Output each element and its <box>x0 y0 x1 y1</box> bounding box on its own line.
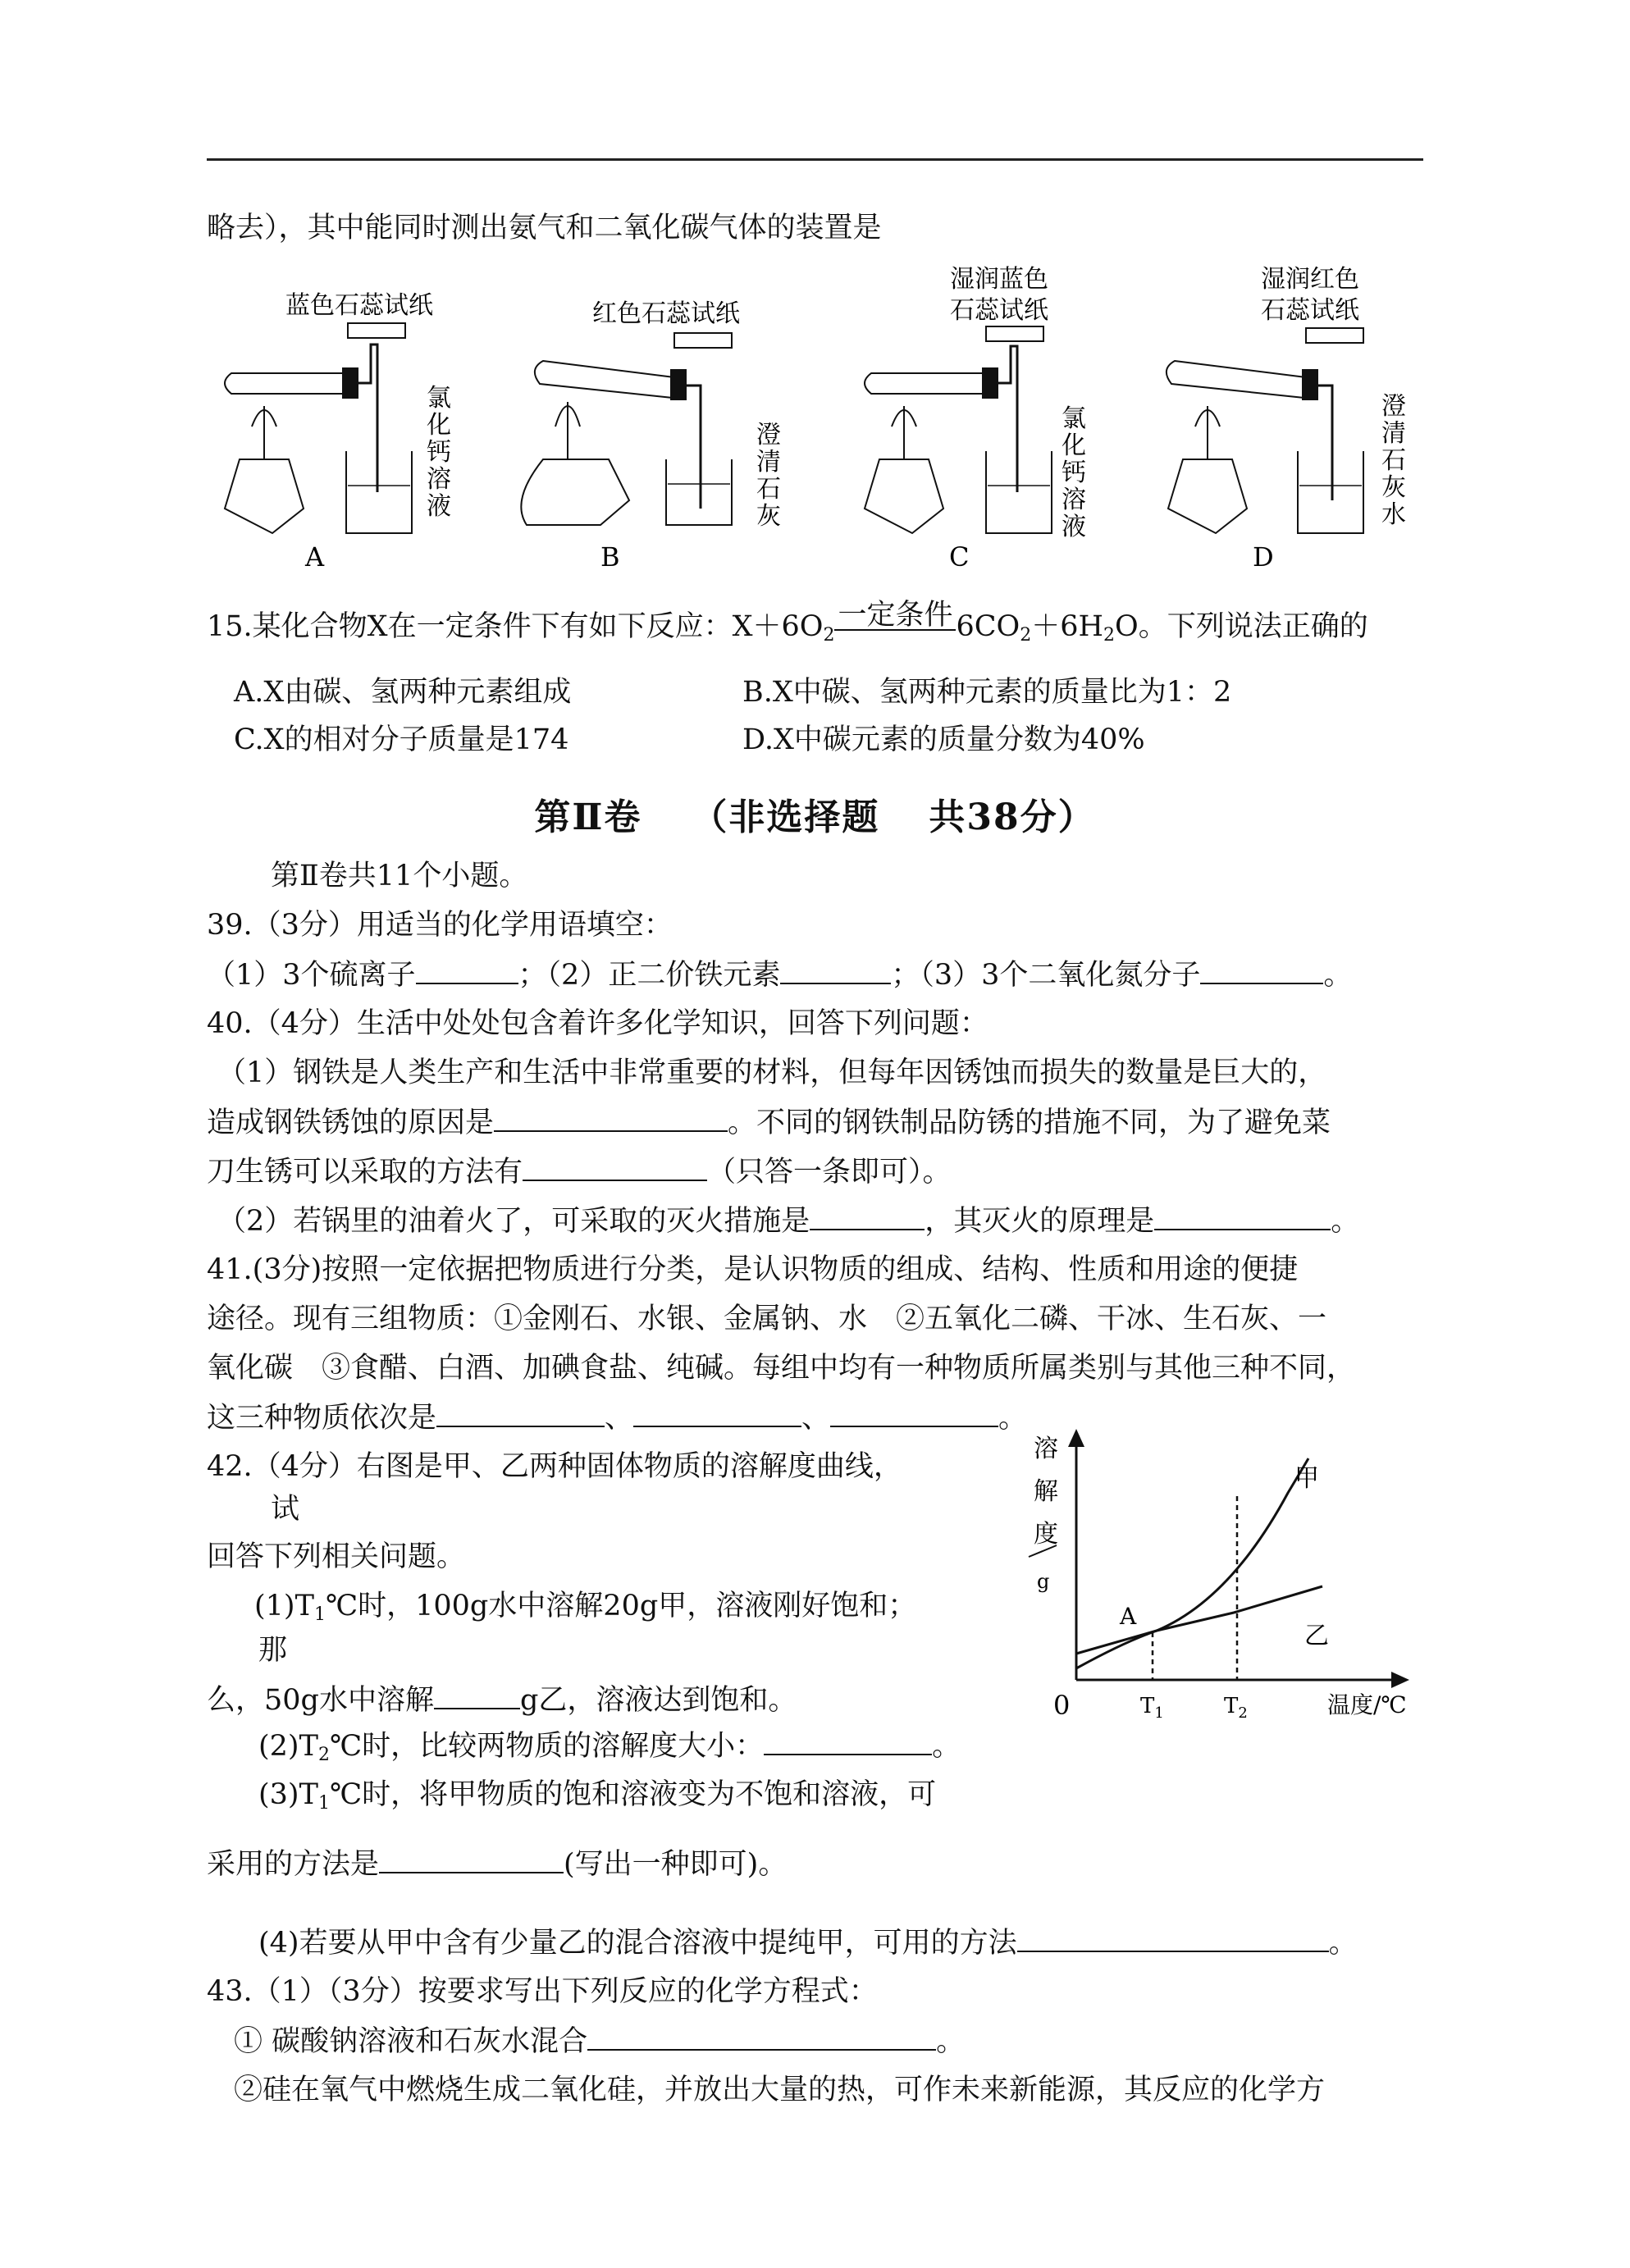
curve-yi <box>1076 1586 1322 1654</box>
question-40-line-4: （2）若锅里的油着火了，可采取的灭火措施是 ，其灭火的原理是 。 <box>217 1202 1359 1239</box>
q15-option-c: C.X的相对分子质量是174 <box>234 723 569 756</box>
y-axis-arrow <box>1068 1429 1084 1447</box>
apparatus-a-liquid-4: 溶 <box>427 465 451 494</box>
test-tube-a <box>225 373 346 394</box>
apparatus-d-liquid-4: 灰 <box>1381 473 1406 502</box>
question-41-line-1: 41.(3分)按照一定依据把物质进行分类，是认识物质的组成、结构、性质和用途的便捷 <box>207 1253 1299 1286</box>
beaker-b <box>666 459 732 525</box>
answer-blank[interactable] <box>810 1202 925 1230</box>
question-42-item-3: $(3)T_1℃$时，将甲物质的饱和溶液变为不饱和溶液，可 <box>258 1778 937 1814</box>
answer-blank[interactable] <box>780 956 891 984</box>
answer-blank[interactable] <box>436 1399 605 1427</box>
reaction-condition: 一定条件 <box>834 601 956 631</box>
t2-label: $T_2$ <box>1224 1694 1248 1722</box>
curve-yi-label: 乙 <box>1304 1622 1329 1650</box>
question-42-item-1: $(1)T_1℃$时，100g水中溶解20g甲，溶液刚好饱和； <box>254 1590 917 1625</box>
question-42-item-2: $(2)T_2℃$时，比较两物质的溶解度大小： 。 <box>258 1727 961 1773</box>
answer-blank[interactable] <box>1154 1202 1331 1230</box>
x-axis-arrow <box>1391 1672 1409 1688</box>
question-42-line-1: 42.（4分）右图是甲、乙两种固体物质的溶解度曲线， <box>207 1450 902 1483</box>
apparatus-b-liquid-3: 石 <box>756 475 781 504</box>
answer-blank[interactable] <box>830 1399 998 1427</box>
alcohol-lamp-c <box>865 459 943 533</box>
question-15-stem: 15.某化合物X在一定条件下有如下反应：$X+6O_2$一定条件 $6CO_2+6H_2O$。下列说法正确的 <box>207 599 1368 646</box>
question-40-line-3: 刀生锈可以采取的方法有 （只答一条即可）。 <box>207 1153 952 1190</box>
apparatus-c-liquid-4: 溶 <box>1062 486 1086 514</box>
apparatus-figure <box>207 262 1421 591</box>
solubility-chart <box>1017 1427 1444 1731</box>
litmus-paper-b <box>674 333 732 348</box>
apparatus-c-liquid-1: 氯 <box>1062 404 1086 433</box>
question-42-item-4: (4)若要从甲中含有少量乙的混合溶液中提纯甲，可用的方法 。 <box>258 1924 1358 1961</box>
apparatus-c-liquid-2: 化 <box>1062 431 1086 460</box>
answer-blank[interactable] <box>1017 1924 1329 1952</box>
apparatus-d-letter: D <box>1253 541 1274 573</box>
beaker-d <box>1298 451 1363 533</box>
litmus-paper-d <box>1306 328 1363 343</box>
apparatus-b-liquid-4: 灰 <box>756 502 781 531</box>
apparatus-d-paper-label-1: 湿润红色 <box>1261 265 1359 294</box>
apparatus-b <box>521 299 781 573</box>
y-label-unit: g <box>1037 1570 1050 1593</box>
x-axis-label: 温度/℃ <box>1327 1691 1407 1718</box>
answer-blank[interactable] <box>494 1104 728 1132</box>
answer-blank[interactable] <box>416 956 518 984</box>
answer-blank[interactable] <box>764 1727 932 1755</box>
answer-blank[interactable] <box>1200 956 1323 984</box>
question-14-tail: 略去），其中能同时测出氨气和二氧化碳气体的装置是 <box>207 212 882 244</box>
section-title: 第Ⅱ卷 （非选择题 共38分） <box>534 796 1096 838</box>
apparatus-b-liquid-1: 澄 <box>756 421 781 449</box>
question-40-line-1: （1）钢铁是人类生产和生活中非常重要的材料，但每年因锈蚀而损失的数量是巨大的， <box>217 1056 1327 1089</box>
question-39-stem: 39.（3分）用适当的化学用语填空： <box>207 909 673 942</box>
apparatus-a-liquid-5: 液 <box>427 492 451 521</box>
y-label-char-3: 度 <box>1034 1520 1058 1549</box>
q15-option-b: B.X中碳、氢两种元素的质量比为1：2 <box>742 676 1232 709</box>
litmus-paper-a <box>348 323 405 338</box>
apparatus-c-letter: C <box>949 541 970 573</box>
question-43-item-2: ②硅在氧气中燃烧生成二氧化硅，并放出大量的热，可作未来新能源，其反应的化学方 <box>234 2074 1326 2106</box>
question-40-line-2: 造成钢铁锈蚀的原因是 。不同的钢铁制品防锈的措施不同，为了避免菜 <box>207 1104 1331 1141</box>
beaker-a <box>346 451 412 533</box>
q15-option-a: A.X由碳、氢两种元素组成 <box>234 676 572 709</box>
apparatus-b-liquid-2: 清 <box>756 448 781 477</box>
apparatus-a-paper-label-1: 蓝色石蕊试纸 <box>285 291 433 320</box>
test-tube-b <box>535 361 674 398</box>
question-42-line-2: 回答下列相关问题。 <box>207 1540 466 1573</box>
y-label-char-2: 解 <box>1034 1477 1058 1506</box>
question-43-stem: 43.（1）（3分）按要求写出下列反应的化学方程式： <box>207 1975 878 2008</box>
apparatus-c-liquid-3: 钙 <box>1062 459 1086 487</box>
apparatus-d-liquid-2: 清 <box>1381 419 1406 448</box>
section-note: 第Ⅱ卷共11个小题。 <box>271 860 528 892</box>
beaker-c <box>986 451 1052 533</box>
point-a-label: A <box>1120 1603 1137 1630</box>
apparatus-a-liquid-3: 钙 <box>427 438 451 467</box>
answer-blank[interactable] <box>379 1846 564 1873</box>
apparatus-d-liquid-5: 水 <box>1381 500 1406 529</box>
apparatus-a-letter: A <box>305 541 325 573</box>
question-40-stem: 40.（4分）生活中处处包含着许多化学知识，回答下列问题： <box>207 1007 989 1040</box>
apparatus-b-letter: B <box>600 541 620 573</box>
apparatus-a-liquid-1: 氯 <box>427 384 451 413</box>
apparatus-d-paper-label-2: 石蕊试纸 <box>1261 296 1359 325</box>
test-tube-d <box>1167 361 1306 398</box>
header-rule <box>207 158 1423 161</box>
apparatus-a-liquid-2: 化 <box>427 411 451 440</box>
apparatus-d <box>1167 265 1406 573</box>
apparatus-a <box>225 291 451 573</box>
test-tube-c <box>865 373 986 394</box>
curve-jia-label: 甲 <box>1294 1464 1319 1493</box>
question-42-line-1b: 试 <box>271 1493 300 1526</box>
question-43-item-1: ① 碳酸钠溶液和石灰水混合 。 <box>234 2023 965 2060</box>
origin-label: 0 <box>1053 1690 1071 1721</box>
alcohol-lamp-a <box>225 459 304 533</box>
alcohol-lamp-d <box>1168 459 1247 533</box>
apparatus-c-paper-label-2: 石蕊试纸 <box>950 296 1048 325</box>
litmus-paper-c <box>986 326 1043 341</box>
question-41-line-3: 氧化碳 ③食醋、白酒、加碘食盐、纯碱。每组中均有一种物质所属类别与其他三种不同， <box>207 1352 1356 1385</box>
t1-label: $T_1$ <box>1140 1694 1164 1722</box>
answer-blank[interactable] <box>523 1153 707 1181</box>
question-42-item-3b: 采用的方法是 (写出一种即可)。 <box>207 1846 787 1882</box>
apparatus-b-paper-label-1: 红色石蕊试纸 <box>592 299 740 328</box>
question-41-line-2: 途径。现有三组物质：①金刚石、水银、金属钠、水 ②五氧化二磷、干冰、生石灰、一 <box>207 1303 1327 1335</box>
y-label-char-1: 溶 <box>1034 1435 1058 1463</box>
apparatus-d-liquid-3: 石 <box>1381 446 1406 475</box>
answer-blank[interactable] <box>434 1682 520 1709</box>
question-41-line-4: 这三种物质依次是 、 、 。 <box>207 1399 1027 1436</box>
answer-blank[interactable] <box>587 2023 936 2051</box>
question-42-item-1b: 那 <box>258 1634 288 1667</box>
question-42-item-1c: 么，50g水中溶解 g乙，溶液达到饱和。 <box>207 1682 797 1718</box>
answer-blank[interactable] <box>633 1399 801 1427</box>
apparatus-c <box>865 265 1086 573</box>
question-39-items: （1）3个硫离子 ；（2）正二价铁元素 ；（3）3个二氧化氮分子 。 <box>207 956 1352 993</box>
curve-jia <box>1076 1458 1308 1668</box>
alcohol-lamp-b <box>521 459 629 525</box>
apparatus-c-paper-label-1: 湿润蓝色 <box>950 265 1048 294</box>
apparatus-d-liquid-1: 澄 <box>1381 392 1406 421</box>
apparatus-c-liquid-5: 液 <box>1062 513 1086 541</box>
q15-option-d: D.X中碳元素的质量分数为40% <box>742 723 1145 756</box>
